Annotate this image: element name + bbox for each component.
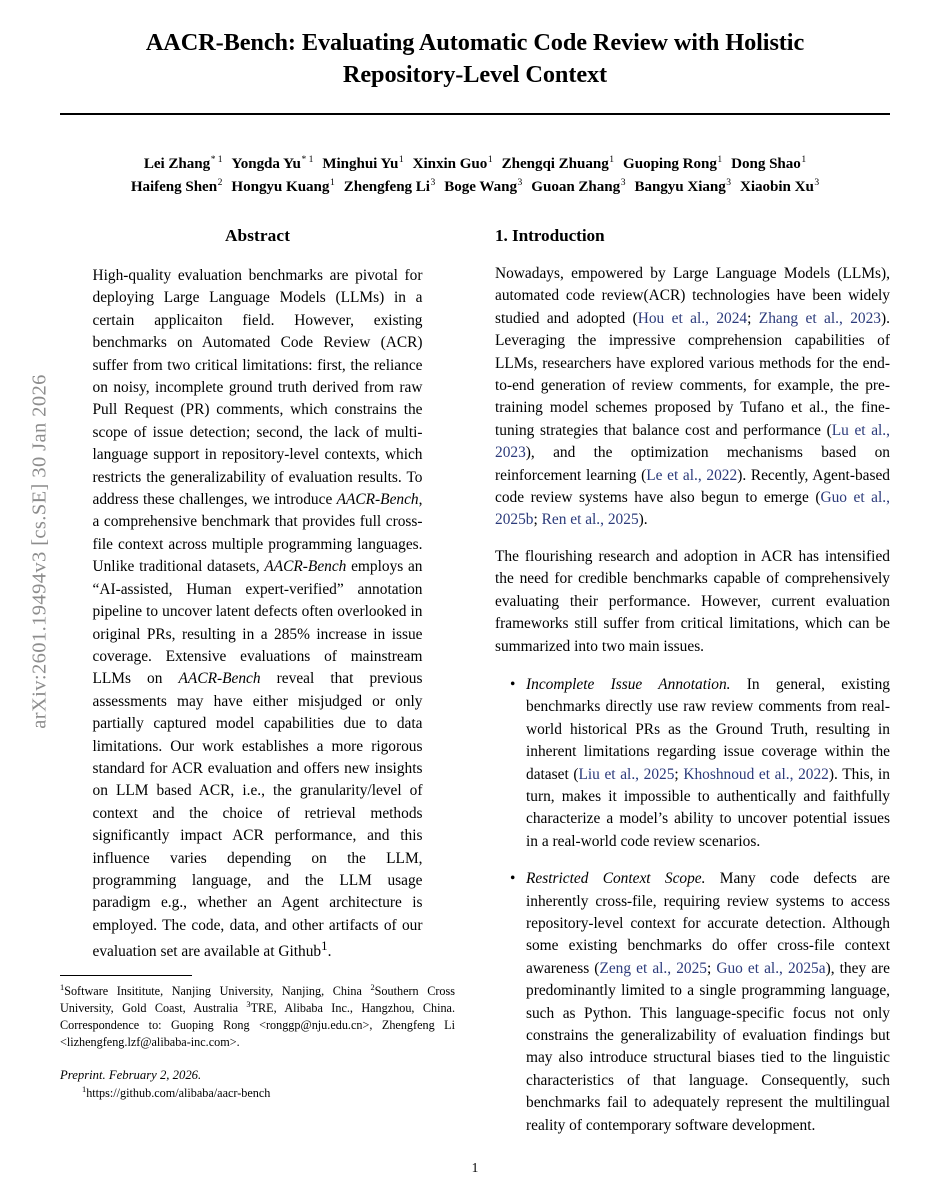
footnote-marker: 2	[370, 982, 375, 992]
author-affiliation-marker: 1	[487, 153, 493, 165]
citation-link[interactable]: Liu et al., 2025	[578, 765, 675, 783]
body-text: ). This, in turn, makes it impossible to authentically and faithfully characterize a model’s ability to uncover potential issues in a real-world code review scenarios.	[526, 765, 890, 850]
abstract-text	[93, 265, 423, 964]
citation-link[interactable]: Guo et al., 2025a	[716, 959, 826, 977]
left-column	[60, 226, 455, 964]
author-name: Minghui Yu$^1$	[322, 153, 404, 172]
footnote-block	[60, 975, 455, 1101]
author-affiliation-marker: 2	[217, 177, 223, 189]
author-name: Bangyu Xiang$^3$	[634, 177, 732, 196]
body-text: reveal that previous assessments may have either misjudged or only partially captured model capabilities due to data limitations. Our work establishes a more rigorous standard for ACR evaluation and offers new insights on LLM based ACR, i.e., the granularity/level of context and the choice of retrieval methods significantly impact ACR performance, and this influence varies depending on the LLM, programming language, and the LLM usage paradigm e.g., whether an Agent architecture is employed. The code, data, and other artifacts of our evaluation set are available at Github	[92, 670, 423, 961]
body-text: , a comprehensive benchmark that provides full cross-file context across multiple programming languages. Unlike traditional datasets,	[92, 491, 423, 576]
citation-link[interactable]: Khoshnoud et al., 2022	[683, 765, 829, 783]
author-affiliation-marker: 1	[801, 153, 807, 165]
emphasis-text: AACR-Bench	[264, 558, 347, 576]
author-name: Haifeng Shen$^2$	[130, 177, 223, 196]
page-number: 1	[471, 1160, 479, 1175]
body-text: ;	[706, 959, 717, 977]
author-name: Hongyu Kuang$^1$	[231, 177, 335, 196]
author-affiliation-marker: 1	[609, 153, 615, 165]
author-list	[60, 153, 890, 200]
footnote-marker: 1	[60, 982, 65, 992]
emphasis-text: AACR-Bench	[178, 670, 261, 688]
author-affiliation-marker: 1	[717, 153, 723, 165]
author-name: Yongda Yu$^{* 1}$	[231, 153, 314, 172]
paper-page	[60, 0, 890, 1200]
author-name: Lei Zhang$^{* 1}$	[143, 153, 223, 172]
author-name: Boge Wang$^3$	[444, 177, 523, 196]
author-affiliation-marker: 1	[329, 177, 335, 189]
page-title: AACR-Bench: Evaluating Automatic Code Review with Holistic Repository-Level Context	[145, 29, 805, 88]
abstract-heading: Abstract	[224, 226, 291, 245]
right-column	[495, 226, 890, 1152]
emphasis-text: Restricted Context Scope.	[526, 870, 706, 888]
body-text: ). Recently, Agent-based code review systems have also begun to emerge (	[495, 466, 890, 507]
body-text: ;	[533, 511, 542, 529]
arxiv-vertical-stamp	[0, 0, 51, 1200]
affiliation-footnote	[60, 983, 455, 1051]
author-affiliation-marker: 1	[398, 153, 404, 165]
author-affiliation-marker: 3	[517, 177, 523, 189]
body-text: Nowadays, empowered by Large Language Models (LLMs), automated code review(ACR) technologies have been widely studied and adopted (	[495, 265, 890, 327]
citation-link[interactable]: Hou et al., 2024	[637, 309, 748, 327]
abstract-body	[93, 265, 423, 964]
citation-link[interactable]: Ren et al., 2025	[541, 511, 639, 529]
author-affiliation-marker: 3	[726, 177, 732, 189]
body-text: ).	[638, 511, 648, 529]
citation-link[interactable]: Lu et al., 2023	[495, 421, 890, 462]
author-line-2	[60, 176, 890, 200]
author-affiliation-marker: 3	[430, 177, 436, 189]
author-name: Xiaobin Xu$^3$	[740, 177, 820, 196]
title-divider-rule	[60, 113, 890, 115]
citation-link[interactable]: Guo et al., 2025b	[495, 489, 890, 529]
body-text: Many code defects are inherently cross-file, requiring review systems to access repository-level context for accurate detection. Although some existing benchmarks do offer cross-file context awareness (	[526, 870, 890, 977]
author-affiliation-marker: 3	[814, 177, 820, 189]
body-text: TRE, Alibaba Inc., Hangzhou, China. Correspondence to: Guoping Rong <ronggp@nju.edu.cn>, Zhengfeng Li <lizhengfeng.lzf@alibaba-inc.com>.	[60, 1000, 455, 1049]
title-block	[60, 0, 890, 91]
body-text: ), they are predominantly limited to a single programming language, such as Python. This language-specific focus not only constrains the generalizability of evaluation findings but may also introduce structural biases tied to the linguistic characteristics of that language. Consequently, such benchmarks fail to adequately represent the multilingual reality of contemporary software development.	[526, 959, 890, 1134]
author-name: Zhengfeng Li$^3$	[343, 177, 436, 196]
author-line-1	[60, 153, 890, 177]
body-text: ). Leveraging the impressive comprehension capabilities of LLMs, researchers have explored various methods for the end-to-end generation of review comments, for example, the pre-training model schemes proposed by Tufano et al., the fine-tuning strategies that balance cost and performance (	[495, 309, 890, 439]
github-url[interactable]: https://github.com/alibaba/aacr-bench	[86, 1085, 271, 1100]
body-text: ;	[747, 309, 759, 327]
body-text: Software Insititute, Nanjing University, Nanjing, China	[64, 984, 371, 998]
body-text: High-quality evaluation benchmarks are pivotal for deploying Large Language Models (LLMs) in a certain applicaiton field. However, existing benchmarks on Automated Code Review (ACR) suffer from two critical limitations: first, the reliance on noisy, incomplete ground truth derived from raw Pull Request (PR) comments, which constrains the scope of issue detection; second, the lack of multi-language support in repository-level contexts, which restricts the generalizability of evaluation results. To address these challenges, we introduce	[92, 267, 423, 509]
introduction-heading: 1. Introduction	[495, 226, 605, 245]
citation-link[interactable]: Zhang et al., 2023	[758, 309, 881, 327]
body-text: ), and the optimization mechanisms based on reinforcement learning (	[495, 444, 890, 484]
body-text: .	[327, 943, 332, 961]
citation-link[interactable]: Zeng et al., 2025	[599, 959, 707, 977]
list-item	[526, 674, 890, 853]
author-name: Dong Shao$^1$	[731, 153, 807, 172]
body-text: The flourishing research and adoption in ACR has intensified the need for credible benchmarks capable of comprehensively evaluating their performance. However, current evaluation frameworks still suffer from critical limitations, which can be summarized into two main issues.	[495, 547, 890, 655]
author-affiliation-marker: 3	[620, 177, 626, 189]
body-text: In general, existing benchmarks directly use raw review comments from real-world historical PRs as the Ground Truth, resulting in inherent limitations regarding issue coverage within the dataset (	[526, 675, 891, 783]
footnote-marker: 1	[82, 1084, 87, 1094]
author-name: Zhengqi Zhuang$^1$	[501, 153, 615, 172]
emphasis-text: AACR-Bench	[336, 491, 419, 509]
author-affiliation-marker: * 1	[210, 153, 223, 165]
footnote-marker: 1	[321, 939, 328, 954]
author-name: Guoan Zhang$^3$	[531, 177, 626, 196]
footnote-divider-rule	[60, 975, 192, 976]
body-text: ;	[674, 765, 684, 783]
body-text: employs an “AI-assisted, Human expert-verified” annotation pipeline to uncover latent defects often overlooked in original PRs, resulting in a 285% increase in issue coverage. Extensive evaluations of mainstream LLMs on	[92, 558, 423, 688]
list-item	[526, 868, 890, 1137]
emphasis-text: Incomplete Issue Annotation.	[526, 675, 731, 693]
github-footnote	[60, 1086, 455, 1101]
citation-link[interactable]: Le et al., 2022	[646, 466, 738, 484]
introduction-paragraph-1	[495, 263, 890, 532]
author-name: Xinxin Guo$^1$	[412, 153, 493, 172]
preprint-notice: Preprint. February 2, 2026.	[60, 1067, 202, 1082]
author-name: Guoping Rong$^1$	[623, 153, 723, 172]
issues-list	[495, 674, 890, 1137]
body-text: Southern Cross University, Gold Coast, Australia	[60, 984, 455, 1015]
arxiv-stamp-text: arXiv:2601.19494v3 [cs.SE] 30 Jan 2026	[28, 374, 51, 729]
introduction-paragraph-2	[495, 546, 890, 658]
footnote-marker: 3	[246, 999, 251, 1009]
author-affiliation-marker: * 1	[301, 153, 314, 165]
